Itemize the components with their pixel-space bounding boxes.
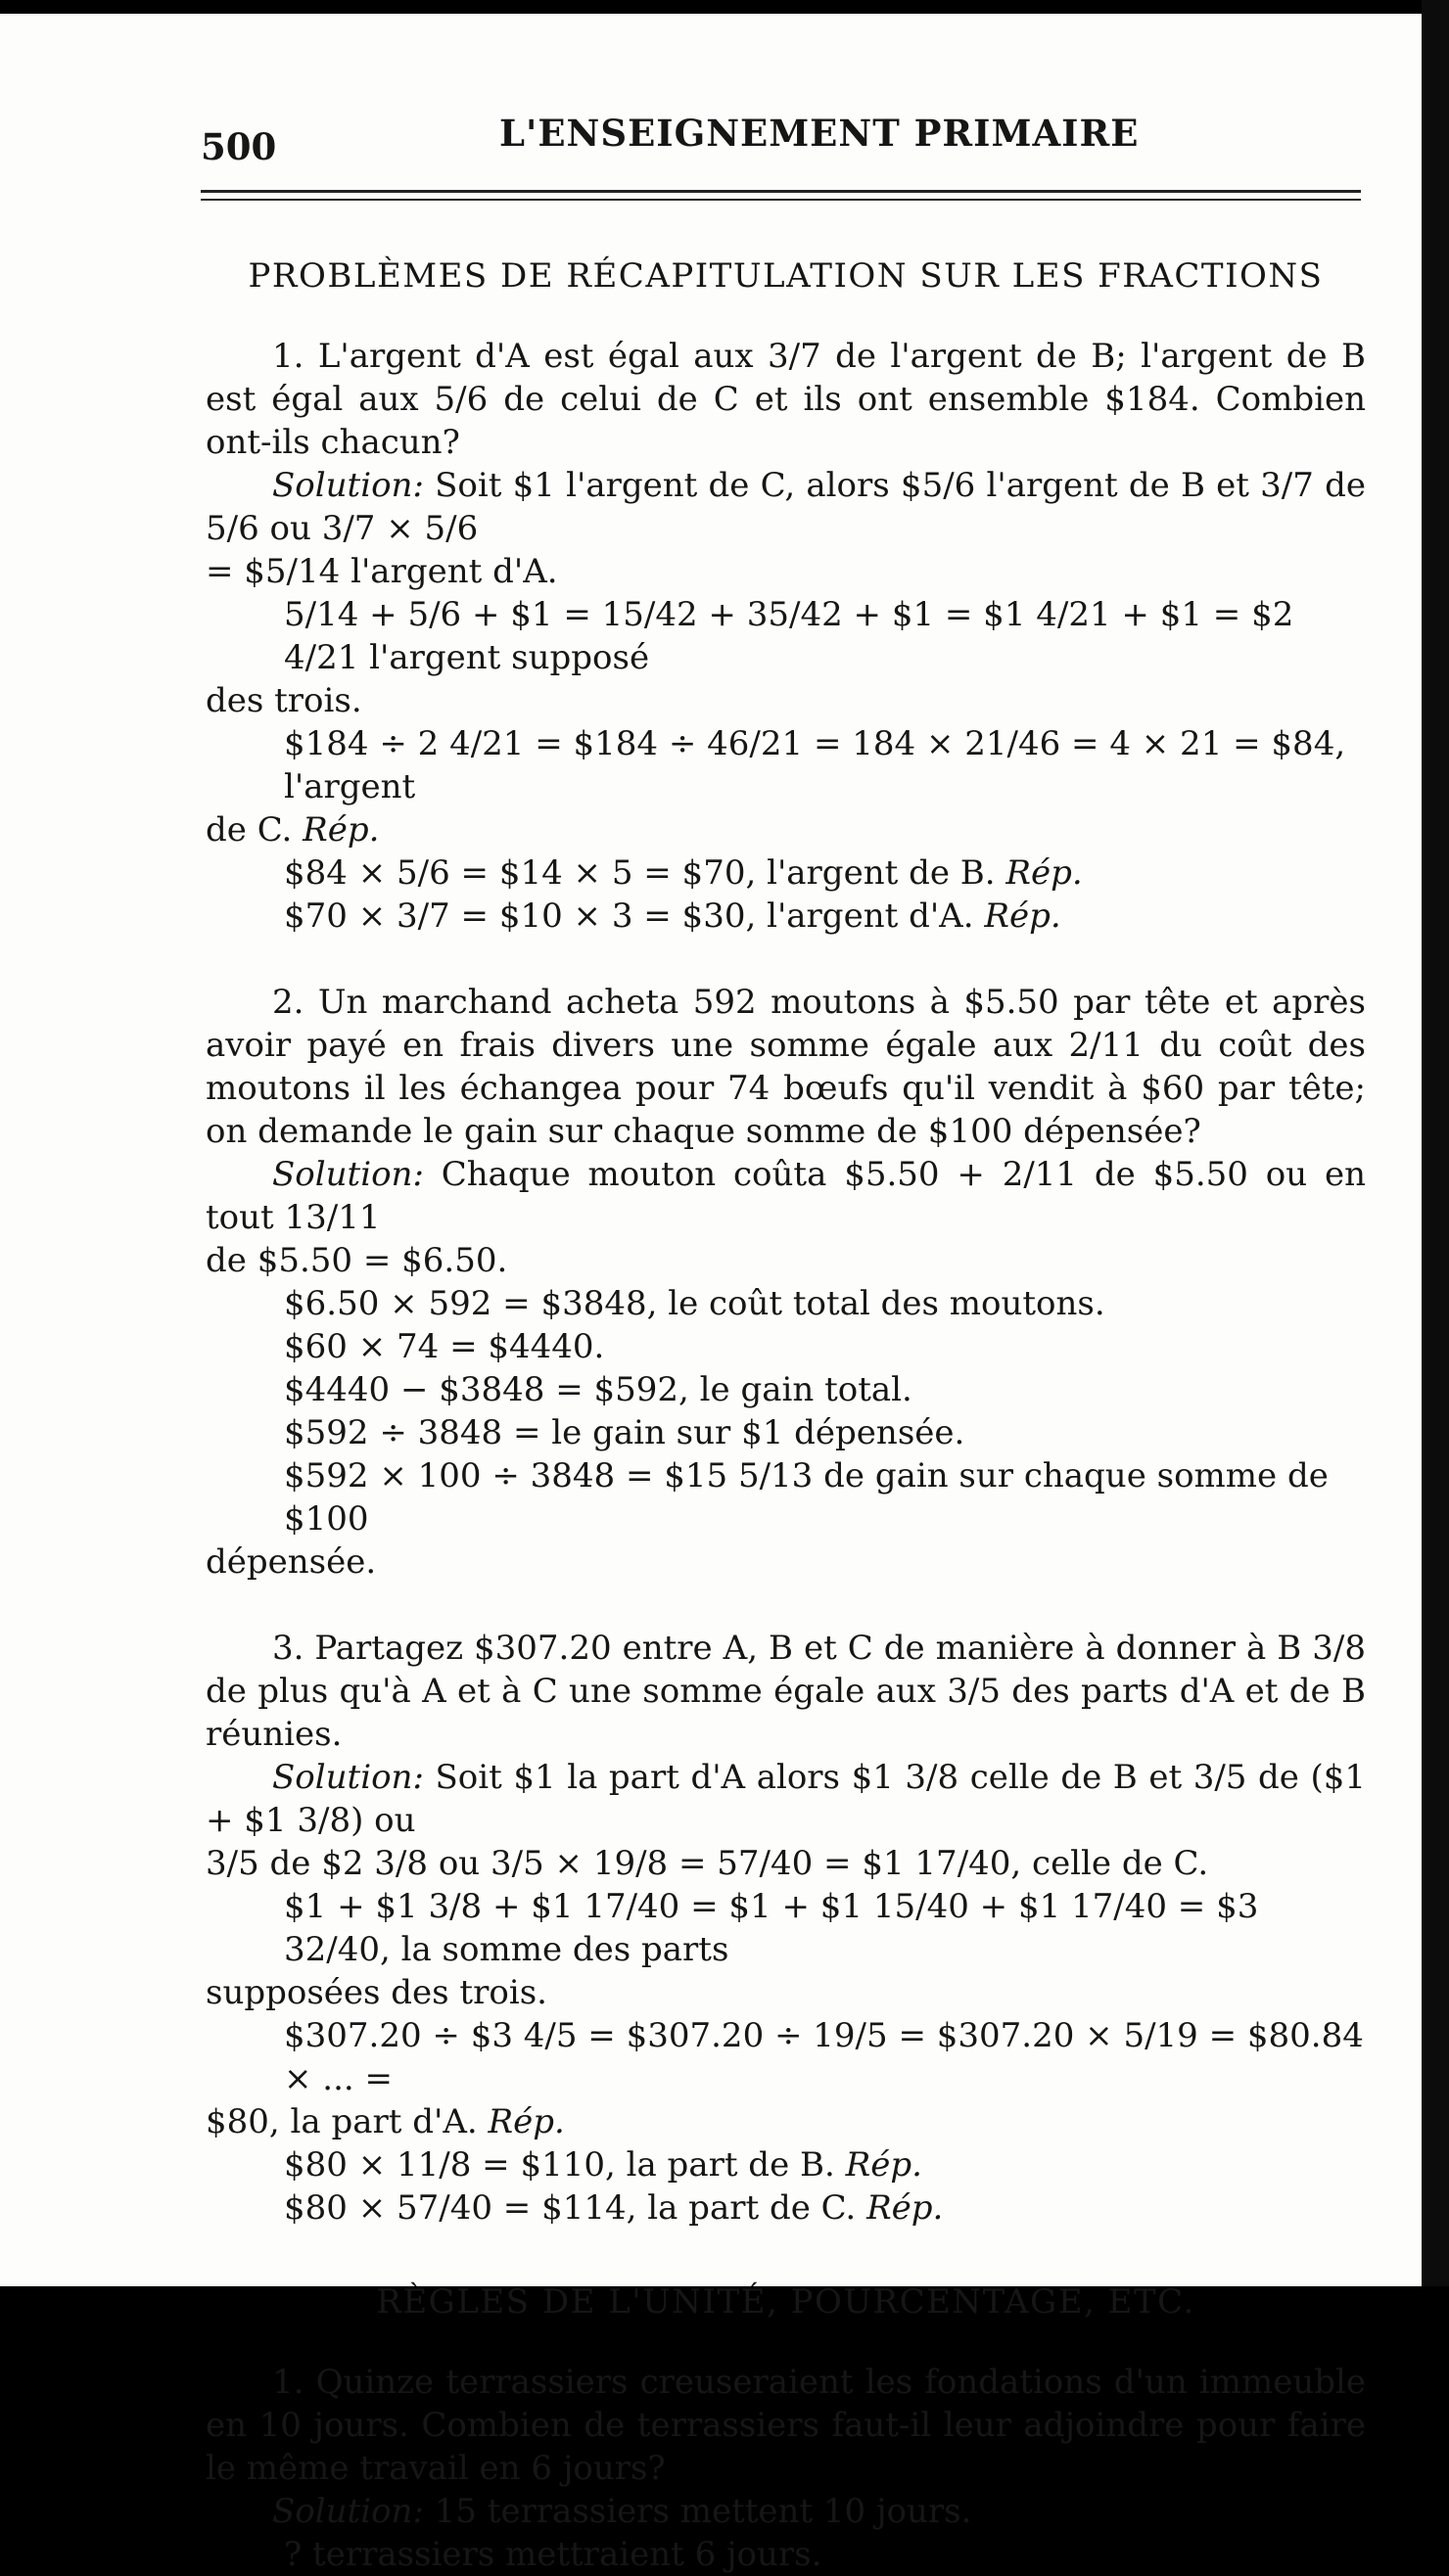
solution-line: ? terrassiers mettraient 6 jours. [284,2535,822,2574]
solution-line: $1 + $1 3/8 + $1 17/40 = $1 + $1 15/40 + $1 17/40 = $3 32/40, la somme des parts [284,1887,1259,1969]
solution-line: 3/5 de $2 3/8 ou 3/5 × 19/8 = 57/40 = $1 17/40, celle de C. [206,1844,1209,1883]
solution-line: $6.50 × 592 = $3848, le coût total des moutons. [284,1284,1105,1323]
answer-marker: Rép. [1005,853,1083,893]
solution-text: Soit $1 la part d'A alors $1 3/8 celle de B et 3/5 de ($1 + $1 3/8) ou [206,1758,1366,1840]
book-page [0,14,1422,2574]
solution-line: $307.20 ÷ $3 4/5 = $307.20 ÷ 19/5 = $307.20 × 5/19 = $80.84 × ... = [284,2016,1364,2098]
solution-line [206,464,1366,550]
solution-line [206,2143,1366,2186]
solution-label: Solution: [272,466,424,505]
solution-line: $592 ÷ 3848 = le gain sur $1 dépensée. [284,1413,965,1452]
page-content [206,249,1366,2576]
solution-label: Solution: [272,1758,424,1797]
solution-line [206,895,1366,938]
answer-marker: Rép. [845,2145,922,2185]
solution-line: de $5.50 = $6.50. [206,1241,508,1280]
solution-line: $60 × 74 = $4440. [284,1327,605,1366]
solution-text: Chaque mouton coûta $5.50 + 2/11 de $5.50 ou en tout 13/11 [206,1155,1366,1237]
solution-text: $80, la part d'A. [206,2102,489,2141]
problem-2 [206,981,1366,1584]
solution-text: $70 × 3/7 = $10 × 3 = $30, l'argent d'A. [284,897,985,936]
solution-line [206,808,1366,851]
answer-marker: Rép. [303,810,380,850]
section-title-fractions: PROBLÈMES DE RÉCAPITULATION SUR LES FRACTIONS [248,256,1324,296]
problem-statement: 2. Un marchand acheta 592 moutons à $5.50 par tête et après avoir payé en frais divers une somme égale aux 2/11 du coût des moutons il les échangea pour 74 bœufs qu'il vendit à $60 par tête; on demande le gain sur chaque somme de $100 dépensée? [206,983,1366,1151]
solution-line: $184 ÷ 2 4/21 = $184 ÷ 46/21 = 184 × 21/46 = 4 × 21 = $84, l'argent [284,724,1346,806]
solution-label: Solution: [272,1155,424,1194]
solution-text: Soit $1 l'argent de C, alors $5/6 l'argent de B et 3/7 de 5/6 ou 3/7 × 5/6 [206,466,1366,548]
running-title: L'ENSEIGNEMENT PRIMAIRE [499,112,1140,155]
solution-line: $4440 − $3848 = $592, le gain total. [284,1370,912,1409]
solution-text: $80 × 11/8 = $110, la part de B. [284,2145,846,2185]
solution-line [206,1756,1366,1842]
answer-marker: Rép. [984,897,1061,936]
problem-statement: 1. Quinze terrassiers creuseraient les fondations d'un immeuble en 10 jours. Combien de terrassiers faut-il leur adjoindre pour faire le même travail en 6 jours? [206,2363,1366,2488]
solution-line [206,2490,1366,2533]
problem-3 [206,1627,1366,2230]
solution-line [206,2100,1366,2143]
solution-text: de C. [206,810,304,850]
solution-line: $592 × 100 ÷ 3848 = $15 5/13 de gain sur chaque somme de $100 [284,1456,1329,1539]
problem-statement: 3. Partagez $307.20 entre A, B et C de manière à donner à B 3/8 de plus qu'à A et à C une somme égale aux 3/5 des parts d'A et de B réunies. [206,1629,1366,1754]
problem-4 [206,2361,1366,2576]
answer-marker: Rép. [488,2102,565,2141]
solution-line: = $5/14 l'argent d'A. [206,552,558,591]
solution-line [206,851,1366,895]
solution-text: 15 terrassiers mettent 10 jours. [423,2492,972,2531]
problem-1 [206,335,1366,938]
section-title-rules: RÈGLES DE L'UNITÉ, POURCENTAGE, ETC. [376,2282,1195,2322]
solution-line: 5/14 + 5/6 + $1 = 15/42 + 35/42 + $1 = $1 4/21 + $1 = $2 4/21 l'argent supposé [284,595,1294,677]
solution-label: Solution: [272,2492,424,2531]
solution-text: $84 × 5/6 = $14 × 5 = $70, l'argent de B. [284,853,1006,893]
solution-line: dépensée. [206,1542,377,1582]
header-rule-bottom [201,199,1361,201]
solution-line [206,2186,1366,2230]
solution-line: des trois. [206,681,362,720]
solution-text: $80 × 57/40 = $114, la part de C. [284,2188,867,2228]
page-number: 500 [201,125,277,168]
page-header [201,112,1366,170]
scan-border [1422,0,1449,2286]
solution-line: supposées des trois. [206,1973,547,2012]
header-rule-top [201,190,1361,193]
solution-line [206,1153,1366,1239]
answer-marker: Rép. [866,2188,944,2228]
problem-statement: 1. L'argent d'A est égal aux 3/7 de l'argent de B; l'argent de B est égal aux 5/6 de celui de C et ils ont ensemble $184. Combien ont-ils chacun? [206,337,1366,462]
